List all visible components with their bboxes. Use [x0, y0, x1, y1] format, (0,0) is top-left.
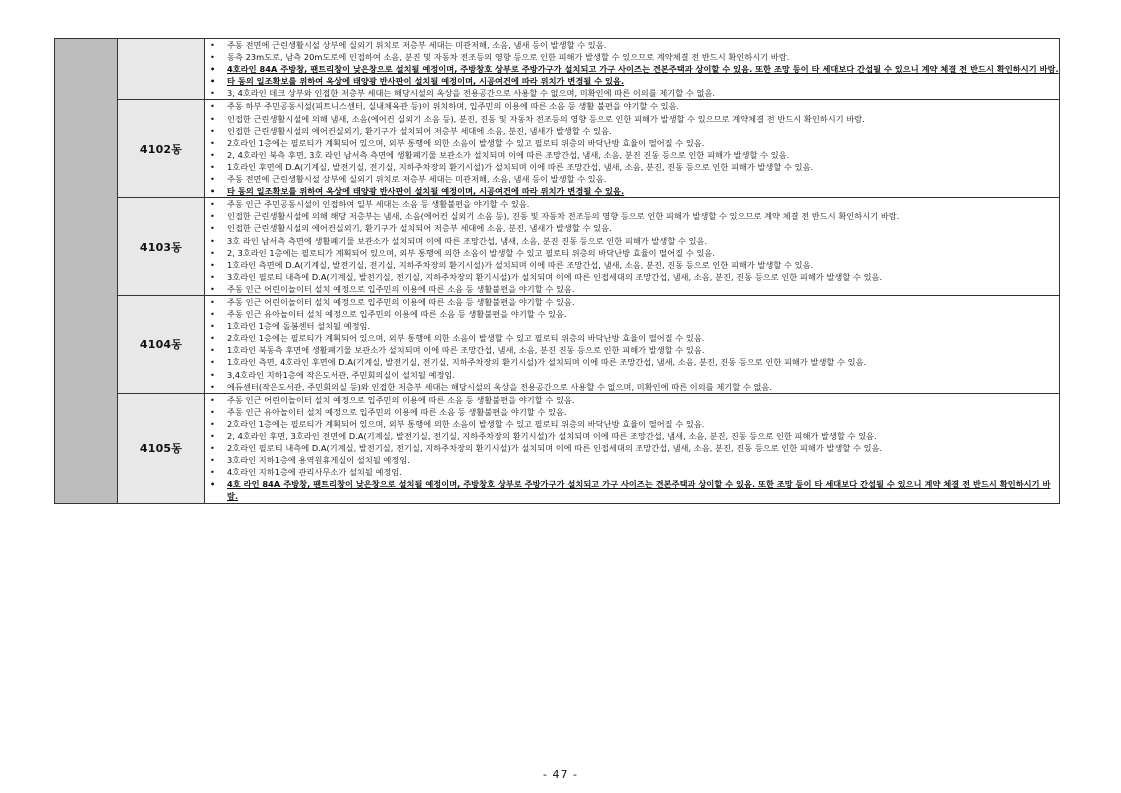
- notice-item: [205, 442, 1059, 454]
- building-row: [55, 295, 1060, 393]
- building-label: 4104동: [118, 295, 205, 393]
- building-row: [55, 393, 1060, 503]
- notice-item: [205, 478, 1059, 502]
- notice-list: [205, 296, 1059, 393]
- notice-item: [205, 320, 1059, 332]
- bullet-icon: •: [210, 223, 215, 234]
- notice-item-text: 주동 인근 어린이놀이터 설치 예정으로 입주민의 이용에 따른 소음 등 생활불편을 야기할 수 있음.: [227, 296, 575, 307]
- notice-item: [205, 210, 1059, 222]
- bullet-icon: •: [210, 345, 215, 356]
- notice-items-cell: [205, 39, 1060, 100]
- notice-item-text: 3,4호라인 지하1층에 작은도서관, 주민회의실이 설치될 예정임.: [227, 369, 456, 380]
- bullet-icon: •: [210, 161, 215, 172]
- bullet-icon: •: [210, 113, 215, 124]
- notice-item: [205, 198, 1059, 210]
- bullet-icon: •: [210, 186, 216, 197]
- building-notice-table: [54, 38, 1060, 504]
- notice-item: [205, 356, 1059, 368]
- notice-item: [205, 149, 1059, 161]
- notice-items-cell: [205, 100, 1060, 198]
- notice-item-text: 2호라인 1층에는 필로티가 계획되어 있으며, 외부 통행에 의한 소음이 발생할 수 있고 필로티 위층의 바닥난방 효율이 떨어질 수 있음.: [227, 418, 705, 429]
- building-row: [55, 39, 1060, 100]
- bullet-icon: •: [210, 199, 215, 210]
- notice-item: [205, 51, 1059, 63]
- notice-item-text: 주동 인근 주민공동시설이 인접하여 일부 세대는 소음 등 생활불편을 야기할 수 있음.: [227, 199, 530, 210]
- bullet-icon: •: [210, 357, 215, 368]
- notice-list: [205, 394, 1059, 503]
- notice-item-text: 타 동의 일조확보를 위하여 옥상에 태양광 반사판이 설치될 예정이며, 시공여건에 따라 위치가 변경될 수 있음.: [227, 76, 625, 87]
- notice-item: [205, 296, 1059, 308]
- notice-item-text: 4호라인 84A 주방창, 팬트리창이 낮은창으로 설치될 예정이며, 주방창호 상부로 주방가구가 설치되고 가구 사이즈는 견본주택과 상이할 수 있음. 또한 조망 등이 타 세대보다 간섭될 수 있으니 계약 체결 전 반드시 확인하시기 바람.: [227, 64, 1059, 75]
- bullet-icon: •: [210, 443, 215, 454]
- notice-item: [205, 247, 1059, 259]
- notice-item: [205, 259, 1059, 271]
- notice-item-text: 2, 4호라인 후면, 3호라인 전면에 D.A(기계실, 발전기실, 전기실, 지하주차장의 환기시설)가 설치되며 이에 따른 조망간섭, 냄새, 소음, 분진, 진동 등으로 인한 피해가 발생할 수 있음.: [227, 431, 877, 441]
- notice-item-text: 2호라인 필로티 내측에 D.A(기계실, 발전기실, 전기실, 지하주차장의 환기시설)가 설치되며 이에 따른 인접세대의 조망간섭, 냄새, 소음, 분진, 진동 등으로 인한 피해가 발생할 수 있음.: [227, 443, 883, 454]
- notice-item: [205, 39, 1059, 51]
- notice-item-text: 2, 4호라인 북측 후면, 3호 라인 남서측 측면에 생활폐기물 보관소가 설치되며 이에 따른 조망간섭, 냄새, 소음, 분진 진동 등으로 인한 피해가 발생할 수 있음.: [227, 149, 790, 160]
- building-label: 4103동: [118, 198, 205, 296]
- notice-item: [205, 75, 1059, 87]
- notice-item-text: 주동 인근 유아놀이터 설치 예정으로 입주민의 이용에 따른 소음 등 생활불편을 야기할 수 있음.: [227, 309, 567, 320]
- bullet-icon: •: [210, 479, 216, 490]
- building-label: [118, 39, 205, 100]
- notice-item-text: 인접한 근린생활시설에 의해 냄새, 소음(에어컨 실외기 소음 등), 분진, 진동 및 자동차 전조등의 영향 등으로 인한 피해가 발생할 수 있으므로 계약체결 전 반드시 확인하시기 바람.: [227, 113, 865, 124]
- notice-list: [205, 100, 1059, 197]
- notice-item-text: 주동 전면에 근린생활시설 상부에 실외기 위치로 저층부 세대는 미관저해, 소음, 냄새 등이 발생할 수 있음.: [227, 174, 607, 185]
- notice-item: [205, 466, 1059, 478]
- notice-item-text: 주동 인근 어린이놀이터 설치 예정으로 입주민의 이용에 따른 소음 등 생활불편을 야기할 수 있음.: [227, 394, 575, 405]
- bullet-icon: •: [210, 467, 215, 478]
- building-label: 4105동: [118, 393, 205, 503]
- notice-item-text: 1호라인 1층에 돌봄센터 설치될 예정임.: [227, 321, 371, 332]
- notice-item: [205, 173, 1059, 185]
- notice-item-text: 2, 3호라인 1층에는 필로티가 계획되어 있으며, 외부 통행에 의한 소음이 발생할 수 있고 필로티 위층의 바닥난방 효율이 떨어질 수 있음.: [227, 247, 716, 258]
- bullet-icon: •: [210, 309, 215, 320]
- notice-item-text: 인접한 근린생활시설의 에어컨실외기, 환기구가 설치되어 저층부 세대에 소음, 분진, 냄새가 발생할 수 있음.: [227, 125, 612, 136]
- bullet-icon: •: [210, 40, 215, 50]
- notice-item: [205, 381, 1059, 393]
- notice-item-text: 3호 라인 남서측 측면에 생활폐기물 보관소가 설치되며 이에 따른 조망간섭, 냄새, 소음, 분진 진동 등으로 인한 피해가 발생할 수 있음.: [227, 235, 708, 246]
- bullet-icon: •: [210, 418, 215, 429]
- bullet-icon: •: [210, 394, 215, 405]
- bullet-icon: •: [210, 431, 215, 441]
- notice-item: [205, 185, 1059, 197]
- notice-sheet: [54, 38, 1060, 504]
- notice-item-text: 3호라인 지하1층에 용역원휴게실이 설치될 예정임.: [227, 455, 410, 466]
- bullet-icon: •: [210, 283, 215, 294]
- notice-item-text: 에듀센터(작은도서관, 주민회의실 등)와 인접한 저층부 세대는 해당시설의 옥상을 전용공간으로 사용할 수 없으며, 미확인에 따른 이의를 제기할 수 없음.: [227, 381, 773, 392]
- notice-item: [205, 430, 1059, 442]
- bullet-icon: •: [210, 333, 215, 344]
- notice-item: [205, 100, 1059, 112]
- notice-item: [205, 87, 1059, 99]
- bullet-icon: •: [210, 406, 215, 417]
- notice-item: [205, 454, 1059, 466]
- notice-item-text: 주동 전면에 근린생활시설 상부에 실외기 위치로 저층부 세대는 미관저해, 소음, 냄새 등이 발생할 수 있음.: [227, 40, 607, 50]
- notice-item-text: 2호라인 1층에는 필로티가 계획되어 있으며, 외부 통행에 의한 소음이 발생할 수 있고 필로티 위층의 바닥난방 효율이 떨어질 수 있음.: [227, 137, 705, 148]
- notice-item-text: 주동 인근 어린이놀이터 설치 예정으로 입주민의 이용에 따른 소음 등 생활불편을 야기할 수 있음.: [227, 283, 575, 294]
- notice-item: [205, 222, 1059, 234]
- notice-item-text: 동측 23m도로, 남측 20m도로에 인접하여 소음, 분진 및 자동차 전조등의 영향 등으로 인한 피해가 발생할 수 있으므로 계약체결 전 반드시 확인하시기 바람.: [227, 52, 790, 63]
- notice-item: [205, 344, 1059, 356]
- bullet-icon: •: [210, 64, 216, 75]
- notice-item: [205, 271, 1059, 283]
- bullet-icon: •: [210, 52, 215, 63]
- bullet-icon: •: [210, 381, 215, 392]
- notice-item-text: 4호 라인 84A 주방창, 팬트리창이 낮은창으로 설치될 예정이며, 주방창호 상부로 주방가구가 설치되고 가구 사이즈는 견본주택과 상이할 수 있음. 또한 조망 등이 타 세대보다 간섭될 수 있으니 계약 체결 전 반드시 확인하시기 바람.: [227, 479, 1051, 502]
- bullet-icon: •: [210, 101, 215, 112]
- bullet-icon: •: [210, 211, 215, 222]
- notice-item-text: 1호라인 측면에 D.A(기계실, 발전기실, 전기실, 지하주차장의 환기시설)가 설치되며 이에 따른 조망간섭, 냄새, 소음, 분진, 진동 등으로 인한 피해가 발생할 수 있음.: [227, 259, 814, 270]
- notice-table-body: [55, 39, 1060, 504]
- bullet-icon: •: [210, 271, 215, 282]
- notice-item-text: 4호라인 지하1층에 관리사무소가 설치될 예정임.: [227, 467, 403, 478]
- notice-item-text: 1호라인 후면에 D.A(기계실, 발전기실, 전기실, 지하주차장의 환기시설)가 설치되며 이에 따른 조망간섭, 냄새, 소음, 분진, 진동 등으로 인한 피해가 발생할 수 있음.: [227, 161, 814, 172]
- notice-item: [205, 394, 1059, 406]
- bullet-icon: •: [210, 76, 216, 87]
- notice-item-text: 3호라인 필로티 내측에 D.A(기계실, 발전기실, 전기실, 지하주차장의 환기시설)가 설치되며 이에 따른 인접세대의 조망간섭, 냄새, 소음, 분진, 진동 등으로 인한 피해가 발생할 수 있음.: [227, 271, 883, 282]
- bullet-icon: •: [210, 88, 215, 99]
- building-label: 4102동: [118, 100, 205, 198]
- notice-item: [205, 137, 1059, 149]
- notice-item-text: 3, 4호라인 데크 상부와 인접한 저층부 세대는 해당시설의 옥상을 전용공간으로 사용할 수 없으며, 미확인에 따른 이의를 제기할 수 없음.: [227, 88, 716, 99]
- building-row: [55, 198, 1060, 296]
- notice-list: [205, 39, 1059, 99]
- notice-item: [205, 283, 1059, 295]
- notice-item-text: 주동 하부 주민공동시설(피트니스센터, 실내체육관 등)이 위치하며, 입주민의 이용에 따른 소음 등 생활 불편을 야기할 수 있음.: [227, 101, 680, 112]
- bullet-icon: •: [210, 149, 215, 160]
- notice-item: [205, 369, 1059, 381]
- building-row: [55, 100, 1060, 198]
- notice-item: [205, 406, 1059, 418]
- bullet-icon: •: [210, 321, 215, 332]
- bullet-icon: •: [210, 296, 215, 307]
- notice-list: [205, 198, 1059, 295]
- notice-item-text: 인접한 근린생활시설의 에어컨실외기, 환기구가 설치되어 저층부 세대에 소음, 분진, 냄새가 발생할 수 있음.: [227, 223, 612, 234]
- bullet-icon: •: [210, 455, 215, 466]
- bullet-icon: •: [210, 174, 215, 185]
- notice-item-text: 인접한 근린생활시설에 의해 해당 저층부는 냄새, 소음(에어컨 실외기 소음 등), 진동 및 자동차 전조등의 영향 등으로 인한 피해가 발생할 수 있으므로 계약 체결 전 반드시 확인하시기 바람.: [227, 211, 900, 222]
- notice-item: [205, 125, 1059, 137]
- notice-item-text: 1호라인 북동측 후면에 생활폐기물 보관소가 설치되며 이에 따른 조망간섭, 냄새, 소음, 분진 진동 등으로 인한 피해가 발생할 수 있음.: [227, 345, 705, 356]
- notice-item: [205, 235, 1059, 247]
- notice-item-text: 1호라인 측면, 4호라인 후면에 D.A(기계실, 발전기실, 전기실, 지하주차장의 환기시설)가 설치되며 이에 따른 조망간섭, 냄새, 소음, 분진, 진동 등으로 인한 피해가 발생할 수 있음.: [227, 357, 867, 368]
- bullet-icon: •: [210, 235, 215, 246]
- bullet-icon: •: [210, 259, 215, 270]
- notice-items-cell: [205, 295, 1060, 393]
- page-number: - 47 -: [543, 768, 578, 781]
- bullet-icon: •: [210, 137, 215, 148]
- notice-item: [205, 332, 1059, 344]
- notice-item-text: 주동 인근 유아놀이터 설치 예정으로 입주민의 이용에 따른 소음 등 생활불편을 야기할 수 있음.: [227, 406, 567, 417]
- notice-item: [205, 63, 1059, 75]
- notice-items-cell: [205, 393, 1060, 503]
- bullet-icon: •: [210, 247, 215, 258]
- bullet-icon: •: [210, 125, 215, 136]
- bullet-icon: •: [210, 369, 215, 380]
- notice-item-text: 타 동의 일조확보를 위하여 옥상에 태양광 반사판이 설치될 예정이며, 시공여건에 따라 위치가 변경될 수 있음.: [227, 186, 625, 197]
- category-cell: [55, 39, 118, 504]
- notice-item: [205, 113, 1059, 125]
- notice-item-text: 2호라인 1층에는 필로티가 계획되어 있으며, 외부 통행에 의한 소음이 발생할 수 있고 필로티 위층의 바닥난방 효율이 떨어질 수 있음.: [227, 333, 705, 344]
- notice-items-cell: [205, 198, 1060, 296]
- notice-item: [205, 308, 1059, 320]
- notice-item: [205, 418, 1059, 430]
- notice-item: [205, 161, 1059, 173]
